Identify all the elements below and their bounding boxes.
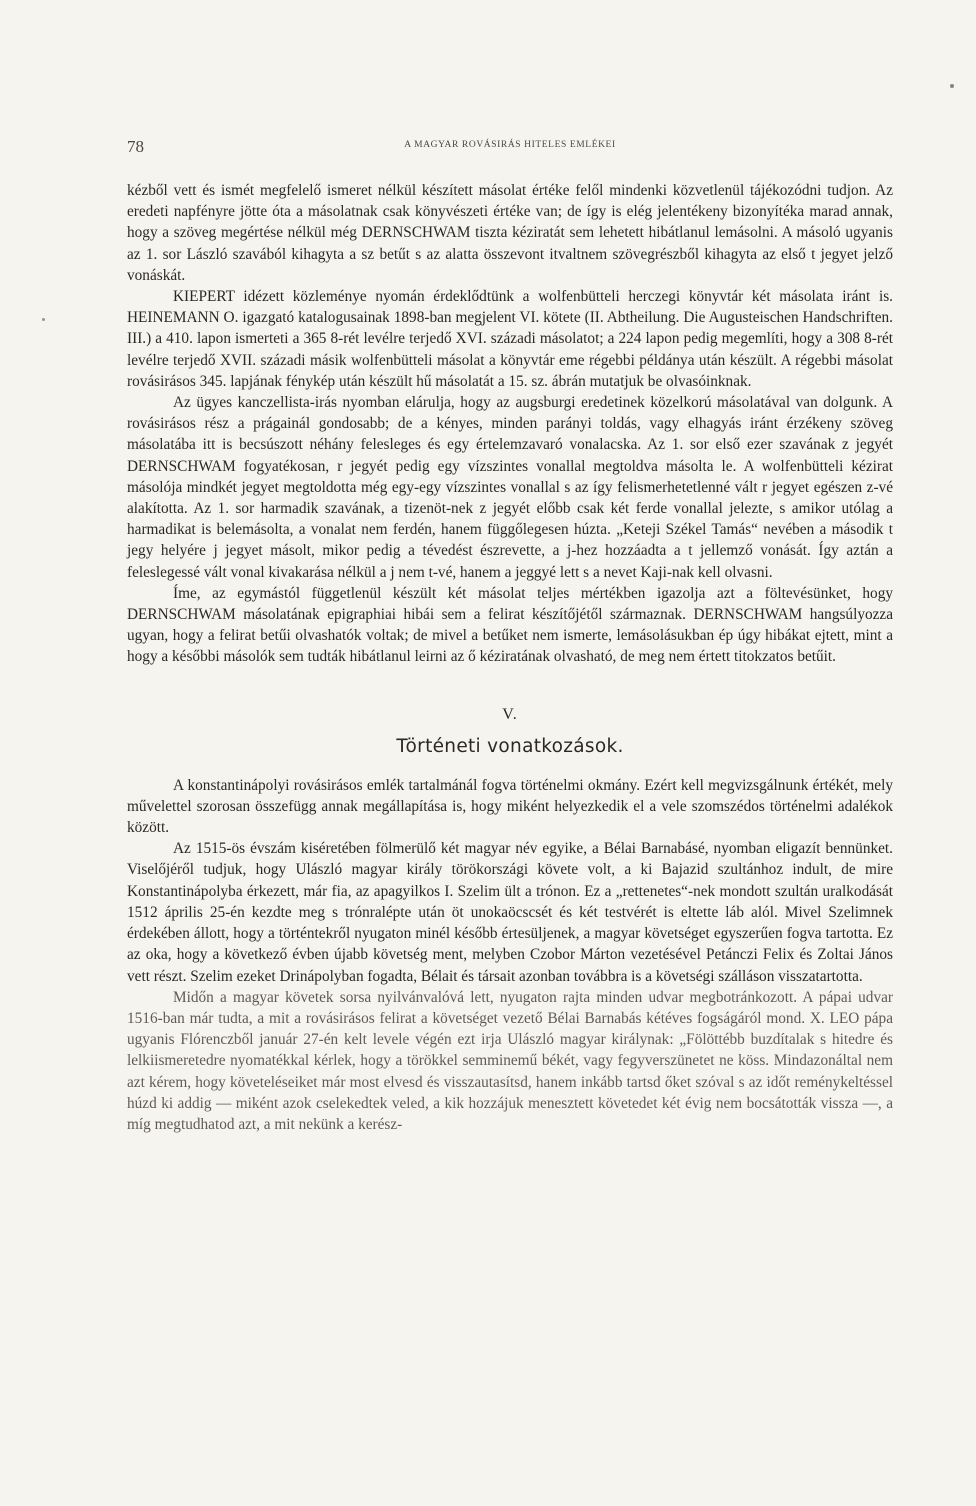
- section-heading: Történeti vonatkozások.: [396, 735, 624, 757]
- paragraph: Az 1515-ös évszám kiséretében fölmerülő két magyar név egyike, a Bélai Barnabásé, nyomban eligazít bennünket. Viselőjéről tudjuk, hogy Ulászló magyar király törökországi követe volt, a ki Bajazid szultánhoz indult, de mire Konstantinápolyba érkezett, már fia, az apagyilkos I. Szelim ült a trónon. Ez a „rettenetes“-nek mondott szultán uralkodását 1512 április 25-én kezdte meg s trónralépte után öt unokaöcscsét és két testvérét is eltette láb alól. Mivel Szelimnek érdekében állott, hogy a történtekről nyugaton minél később értesüljenek, a magyar követséget egyszerűen fogva tartotta. Ez az oka, hogy a következő évben újabb követség ment, melyben Czobor Márton vezetésével Petánczi Felix és Zoltai János vett részt. Szelim ezeket Drinápolyban fogadta, Bélait és társait azonban továbbra is a követségi szálláson visszatartotta.: [127, 840, 893, 985]
- scan-speck: [950, 84, 954, 88]
- page-number: 78: [127, 137, 144, 156]
- paragraph: kézből vett és ismét megfelelő ismeret nélkül készített másolat értéke felől mindenki közvetlenül tájékozódni tudjon. Az eredeti napfényre jötte óta a másolatnak csak könyvészeti értéke van; de így is elég jelentékeny bizonyítéka marad annak, hogy a szöveg megértése nélkül még DERNSCHWAM tiszta kéziratát sem lehetett hibátlanul lemásolni. A másoló ugyanis az 1. sor László szavából kihagyta a sz betűt s az alatta összevont itvaltnem szövegrészből kihagyta az első t jegyet jelző vonáskát.: [127, 182, 893, 284]
- scan-speck: [42, 318, 45, 321]
- running-head: [127, 137, 893, 157]
- paragraph: Az ügyes kanczellista-irás nyomban elárulja, hogy az augsburgi eredetinek közelkorú másolatával van dolgunk. A rovásirásos rész a prágainál gondosabb; de a kényes, minden parányi toldás, vagy elhagyás iránt érzékeny szöveg másolatába itt is becsúszott néhány felesleges és egy értelemzavaró vonalacska. Az 1. sor első ezer szavának z jegyét DERNSCHWAM fogyatékosan, r jegyét pedig egy vízszintes vonallal megtoldva másolta le. A wolfenbütteli kézirat másolója mindkét jegyet megtoldotta még egy-egy vízszintes vonallal s az így felismerhetetlenné vált r jegyet egészen z-vé alakította. Az 1. sor harmadik szavának, a tizenöt-nek z jegyét előbb csak két ferde vonallal jelezte, s amikor utólag a harmadikat is belemásolta, a vonalat nem ferdén, hanem függőlegesen húzta. „Keteji Székel Tamás“ nevében a második t jegy helyére j jegyet másolt, mikor pedig a tévedést észrevette, a j-hez hozzáadta a t jellemző vonását. Így aztán a feleslegessé vált vonal kivakarása nélkül a j nem t-vé, hanem a jeggyé lett s a nevet Kaji-nak kell olvasni.: [127, 394, 893, 581]
- section-numeral: V.: [502, 705, 518, 723]
- paragraph: KIEPERT idézett közleménye nyomán érdeklődtünk a wolfenbütteli herczegi könyvtár két másolata iránt is. HEINEMANN O. igazgató katalogusainak 1898-ban megjelent VI. kötete (II. Abtheilung. Die Augusteischen Handschriften. III.) a 410. lapon ismerteti a 365 8-rét levélre terjedő XVI. századi másolatot; a 224 lapon pedig megemlíti, hogy a 308 8-rét levélre terjedő XVII. századi másik wolfenbütteli másolat a könyvtár eme régebbi példánya után készült. A régebbi másolat rovásirásos 345. lapjának fénykép után készült hű másolatát a 15. sz. ábrán mutatjuk be olvasóinknak.: [127, 288, 893, 390]
- running-title: A MAGYAR ROVÁSIRÁS HITELES EMLÉKEI: [404, 140, 616, 150]
- paragraph: Íme, az egymástól függetlenül készült két másolat teljes mértékben igazolja azt a föltevésünket, hogy DERNSCHWAM másolatának epigraphiai hibái sem a felirat készítőjétől származnak. DERNSCHWAM hangsúlyozza ugyan, hogy a felirat betűi olvashatók voltak; de mivel a betűket nem ismerte, lemásolásukban ép úgy hibákat ejtett, mint a hogy a későbbi másolók sem tudták hibátlanul leirni az ő kéziratának olvasható, de meg nem értett titokzatos betűit.: [127, 584, 893, 666]
- body-text: [127, 180, 893, 1135]
- paragraph: A konstantinápolyi rovásirásos emlék tartalmánál fogva történelmi okmány. Ezért kell megvizsgálnunk értékét, mely művelettel szorosan összefügg annak megállapítása is, hogy miként helyezkedik el a vele szomszédos történelmi adalékok között.: [127, 776, 893, 837]
- paragraph: Midőn a magyar követek sorsa nyilvánvalóvá lett, nyugaton rajta minden udvar megbotránkozott. A pápai udvar 1516-ban már tudta, a mit a rovásirásos felirat a követséget vezető Bélai Barnabás kétéves fogságáról mond. X. LEO pápa ugyanis Flórenczből január 27-én kelt levele végén ezt irja Ulászló magyar királynak: „Fölöttébb buzdítalak s hitedre és lelkiismeretedre nyomatékkal kérlek, hogy a törökkel semminemű békét, vagy fegyverszünetet ne köss. Mindazonáltal nem azt kérem, hogy követeléseiket már most elvesd és visszautasítsd, hanem inkább tartsd őket szóval s az időt reménykeltéssel húzd ki addig — miként azok cselekedtek veled, a kik hozzájuk menesztett követedet két évig nem bocsátották vissza —, a míg megtudhatod azt, a mit nekünk a kerész-: [127, 988, 893, 1133]
